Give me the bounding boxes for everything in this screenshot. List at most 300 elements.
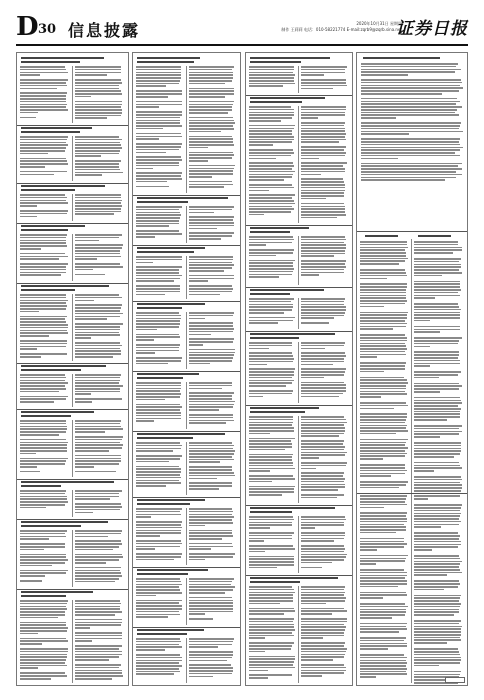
- text-line: [301, 430, 345, 432]
- text-line: [136, 514, 181, 516]
- text-line: [136, 396, 180, 398]
- text-line: [414, 320, 430, 322]
- text-line: [414, 606, 460, 608]
- text-line: [136, 223, 179, 225]
- text-line: [360, 402, 406, 404]
- text-line: [414, 521, 461, 523]
- text-line: [301, 603, 326, 605]
- text-line: [360, 365, 405, 367]
- text-line: [301, 69, 345, 71]
- text-block: [361, 63, 463, 77]
- text-line: [414, 482, 460, 484]
- text-block: [189, 285, 236, 296]
- text-line: [249, 320, 293, 322]
- text-line: [189, 404, 234, 406]
- text-block: [249, 390, 295, 398]
- text-line: [136, 320, 180, 322]
- text-line: [414, 405, 458, 407]
- text-line: [20, 160, 67, 162]
- text-line: [20, 453, 36, 455]
- text-line: [75, 142, 120, 144]
- text-line: [75, 294, 120, 296]
- text-block: [20, 543, 69, 551]
- text-line: [249, 80, 294, 82]
- text-line: [301, 462, 347, 464]
- text-line: [20, 294, 66, 296]
- text-line: [189, 157, 233, 159]
- text-line: [414, 659, 461, 661]
- text-block: [189, 382, 236, 390]
- text-line: [189, 664, 232, 666]
- text-line: [301, 198, 326, 200]
- announcement-title: [21, 127, 92, 129]
- text-line: [414, 507, 461, 509]
- text-line: [301, 348, 325, 350]
- text-line: [189, 312, 235, 314]
- text-line: [189, 117, 234, 119]
- text-line: [361, 149, 460, 151]
- text-line: [249, 211, 291, 213]
- text-line: [249, 456, 292, 458]
- text-block: [20, 622, 69, 636]
- text-block: [189, 66, 236, 85]
- text-line: [189, 216, 234, 218]
- text-line: [136, 101, 182, 103]
- text-line: [136, 450, 173, 452]
- text-line: [301, 136, 345, 138]
- subcolumn-divider: [186, 638, 187, 683]
- text-line: [414, 558, 460, 560]
- text-line: [301, 670, 346, 672]
- text-line: [249, 74, 295, 76]
- text-line: [136, 291, 180, 293]
- text-block: [136, 578, 183, 597]
- text-line: [75, 150, 121, 152]
- text-line: [20, 672, 65, 674]
- text-line: [360, 631, 399, 633]
- text-block: [136, 508, 183, 519]
- text-block: [301, 322, 347, 325]
- text-line: [301, 162, 347, 164]
- text-line: [20, 504, 65, 506]
- text-line: [75, 672, 123, 674]
- text-line: [249, 449, 285, 451]
- text-line: [360, 637, 406, 639]
- text-line: [301, 298, 345, 300]
- text-block: [20, 530, 69, 541]
- text-line: [20, 556, 66, 558]
- text-line: [20, 272, 66, 274]
- text-line: [360, 433, 396, 435]
- text-line: [249, 214, 264, 216]
- text-line: [249, 567, 277, 569]
- text-line: [414, 360, 460, 362]
- text-line: [249, 382, 292, 384]
- text-line: [301, 422, 347, 424]
- text-line: [249, 674, 292, 676]
- text-line: [360, 515, 406, 517]
- text-block: [189, 414, 236, 425]
- text-line: [75, 69, 122, 71]
- text-line: [414, 510, 460, 512]
- text-line: [414, 526, 441, 528]
- text-line: [360, 348, 407, 350]
- text-line: [136, 420, 154, 422]
- text-line: [75, 496, 120, 498]
- text-line: [360, 241, 407, 243]
- text-block: [360, 538, 408, 552]
- text-line: [189, 106, 233, 108]
- text-line: [414, 648, 458, 650]
- text-line: [301, 613, 332, 615]
- text-line: [249, 422, 293, 424]
- text-line: [20, 202, 68, 204]
- text-block: [75, 503, 124, 514]
- text-line: [249, 271, 293, 273]
- text-line: [360, 546, 404, 548]
- text-line: [20, 348, 37, 350]
- text-line: [249, 255, 276, 257]
- text-line: [20, 391, 59, 393]
- text-line: [301, 642, 345, 644]
- text-block: [360, 654, 408, 679]
- text-line: [75, 556, 123, 558]
- text-line: [414, 340, 459, 342]
- text-line: [249, 236, 293, 238]
- text-line: [360, 439, 408, 441]
- text-line: [75, 310, 121, 312]
- text-line: [301, 465, 346, 467]
- text-line: [189, 417, 234, 419]
- text-line: [20, 308, 66, 310]
- text-line: [20, 463, 65, 465]
- text-line: [136, 146, 181, 148]
- text-line: [75, 640, 93, 642]
- text-line: [414, 620, 461, 622]
- text-line: [75, 466, 95, 468]
- text-block: [301, 178, 347, 200]
- text-line: [414, 391, 440, 393]
- text-block: [136, 143, 183, 154]
- text-line: [20, 656, 67, 658]
- text-line: [20, 321, 66, 323]
- announcement-title: [365, 235, 398, 237]
- text-line: [75, 297, 122, 299]
- text-line: [301, 618, 347, 620]
- text-line: [414, 419, 447, 421]
- text-line: [189, 469, 232, 471]
- text-block: [136, 357, 183, 365]
- text-line: [136, 390, 180, 392]
- text-line: [414, 535, 460, 537]
- text-block: [136, 266, 183, 283]
- text-block: [20, 79, 69, 90]
- text-line: [301, 114, 345, 116]
- text-line: [414, 566, 459, 568]
- text-line: [75, 205, 122, 207]
- text-line: [414, 351, 459, 353]
- text-block: [189, 275, 236, 283]
- text-line: [20, 142, 66, 144]
- text-line: [189, 173, 233, 175]
- text-line: [360, 388, 406, 390]
- text-line: [136, 584, 182, 586]
- text-line: [249, 301, 291, 303]
- text-line: [75, 498, 110, 500]
- text-line: [20, 471, 40, 473]
- text-line: [301, 155, 345, 157]
- text-block: [189, 101, 236, 115]
- text-line: [301, 178, 343, 180]
- text-block: [360, 592, 408, 600]
- subcolumn-divider: [72, 66, 73, 123]
- text-line: [75, 258, 97, 260]
- text-block: [20, 471, 69, 474]
- text-line: [301, 648, 347, 650]
- text-line: [249, 603, 280, 605]
- announcement-title: [418, 235, 451, 237]
- text-block: [189, 216, 236, 230]
- text-line: [249, 265, 293, 267]
- text-line: [360, 425, 407, 427]
- text-line: [189, 181, 233, 183]
- text-line: [414, 609, 459, 611]
- text-line: [361, 163, 462, 165]
- text-line: [189, 141, 234, 143]
- masthead: [16, 12, 468, 44]
- text-block: [360, 512, 408, 534]
- column-3: [245, 52, 353, 686]
- text-line: [360, 569, 404, 571]
- text-line: [75, 147, 123, 149]
- text-line: [360, 560, 405, 562]
- text-line: [301, 187, 345, 189]
- text-line: [20, 633, 38, 635]
- text-block: [136, 90, 183, 98]
- text-line: [249, 621, 293, 623]
- text-block: [75, 455, 124, 469]
- text-line: [75, 426, 122, 428]
- text-block: [20, 136, 69, 155]
- text-line: [249, 306, 293, 308]
- text-line: [136, 168, 153, 170]
- text-line: [75, 420, 121, 422]
- text-line: [189, 160, 208, 162]
- text-block: [301, 586, 347, 605]
- text-block: [360, 439, 408, 461]
- text-line: [360, 377, 404, 379]
- text-line: [75, 656, 120, 658]
- text-line: [75, 342, 121, 344]
- text-block: [20, 580, 69, 583]
- text-line: [414, 331, 440, 333]
- text-line: [189, 232, 234, 234]
- text-line: [20, 274, 61, 276]
- text-line: [301, 608, 344, 610]
- text-line: [189, 101, 234, 103]
- text-block: [249, 184, 295, 192]
- announcement-title: [250, 289, 324, 291]
- text-line: [414, 264, 461, 266]
- text-line: [361, 174, 462, 176]
- text-line: [249, 244, 266, 246]
- text-line: [249, 540, 264, 542]
- text-line: [136, 133, 181, 135]
- text-line: [301, 535, 345, 537]
- text-line: [75, 166, 120, 168]
- text-line: [20, 450, 67, 452]
- text-line: [414, 515, 460, 517]
- text-block: [301, 162, 347, 176]
- text-line: [249, 608, 294, 610]
- text-line: [360, 269, 405, 271]
- text-block: [360, 334, 408, 359]
- text-line: [249, 85, 283, 87]
- text-line: [249, 645, 292, 647]
- text-line: [189, 136, 232, 138]
- text-block: [136, 256, 183, 264]
- announcement-title: [137, 377, 183, 379]
- text-line: [301, 165, 343, 167]
- text-block: [75, 244, 124, 261]
- text-line: [189, 280, 208, 282]
- text-line: [20, 611, 65, 613]
- text-line: [75, 572, 122, 574]
- text-line: [360, 444, 405, 446]
- text-line: [360, 487, 399, 489]
- text-line: [414, 413, 460, 415]
- text-line: [75, 624, 122, 626]
- text-line: [360, 306, 384, 308]
- section-divider: [133, 371, 240, 372]
- subcolumn-divider: [298, 586, 299, 683]
- text-block: [136, 111, 183, 130]
- text-line: [136, 638, 180, 640]
- text-line: [301, 632, 344, 634]
- text-line: [189, 525, 205, 527]
- text-line: [249, 624, 294, 626]
- subcolumn-divider: [72, 374, 73, 407]
- text-line: [20, 242, 66, 244]
- text-line: [75, 318, 107, 320]
- text-line: [189, 456, 233, 458]
- text-line: [75, 326, 120, 328]
- text-line: [136, 156, 181, 158]
- text-line: [414, 651, 459, 653]
- text-line: [20, 466, 37, 468]
- text-line: [360, 351, 405, 353]
- text-line: [360, 580, 407, 582]
- text-line: [360, 594, 407, 596]
- text-line: [249, 424, 292, 426]
- text-line: [189, 641, 234, 643]
- text-line: [189, 516, 234, 518]
- text-line: [136, 466, 179, 468]
- text-line: [360, 453, 407, 455]
- text-line: [20, 606, 66, 608]
- announcement-title: [137, 633, 187, 635]
- text-line: [20, 82, 66, 84]
- text-line: [75, 316, 120, 318]
- text-block: [189, 181, 236, 189]
- text-block: [20, 316, 69, 338]
- text-line: [136, 578, 180, 580]
- text-line: [414, 371, 461, 373]
- text-block: [189, 597, 236, 616]
- subcolumn-divider: [186, 382, 187, 429]
- subcolumn-divider: [298, 416, 299, 503]
- text-line: [360, 323, 407, 325]
- text-line: [189, 519, 233, 521]
- text-block: [136, 466, 183, 488]
- text-line: [249, 440, 291, 442]
- section-divider: [17, 283, 128, 284]
- text-line: [360, 258, 408, 260]
- text-block: [249, 236, 295, 247]
- text-line: [301, 236, 345, 238]
- text-line: [75, 603, 122, 605]
- text-line: [301, 342, 345, 344]
- text-line: [414, 637, 460, 639]
- text-line: [75, 139, 122, 141]
- text-line: [301, 562, 332, 564]
- text-line: [189, 318, 206, 320]
- text-line: [414, 312, 460, 314]
- text-block: [20, 117, 69, 120]
- text-line: [136, 399, 165, 401]
- text-line: [75, 304, 123, 306]
- subcolumn-divider: [298, 516, 299, 573]
- text-line: [136, 461, 169, 463]
- text-line: [360, 328, 393, 330]
- text-block: [20, 374, 69, 393]
- text-line: [136, 543, 182, 545]
- subcolumn-divider: [298, 236, 299, 285]
- text-block: [136, 334, 183, 342]
- text-line: [20, 112, 38, 114]
- text-line: [249, 176, 292, 178]
- text-line: [361, 74, 408, 76]
- text-block: [301, 472, 347, 491]
- text-block: [75, 436, 124, 453]
- text-line: [75, 667, 120, 669]
- text-line: [189, 478, 217, 480]
- text-line: [189, 453, 234, 455]
- text-line: [360, 498, 406, 500]
- text-line: [189, 485, 233, 487]
- text-line: [136, 477, 181, 479]
- text-line: [136, 474, 180, 476]
- text-line: [20, 266, 66, 268]
- text-line: [249, 72, 293, 74]
- text-line: [249, 516, 293, 518]
- text-line: [136, 382, 181, 384]
- text-line: [360, 676, 376, 678]
- text-line: [136, 175, 181, 177]
- text-line: [136, 186, 169, 188]
- text-block: [136, 230, 183, 238]
- text-block: [189, 165, 236, 179]
- text-line: [75, 447, 123, 449]
- text-line: [360, 648, 388, 650]
- text-line: [20, 171, 67, 173]
- text-line: [301, 364, 333, 366]
- text-line: [301, 266, 346, 268]
- text-line: [301, 519, 346, 521]
- text-line: [136, 406, 182, 408]
- text-line: [249, 112, 294, 114]
- text-line: [189, 131, 222, 133]
